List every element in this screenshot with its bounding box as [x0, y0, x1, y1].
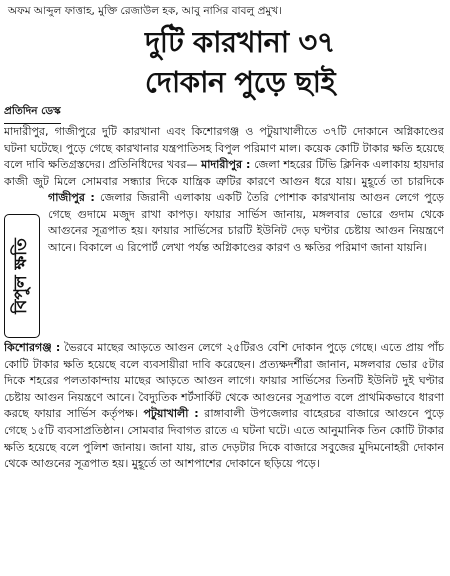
- article-intro: [4, 124, 444, 190]
- location-kishoreganj: কিশোরগঞ্জ :: [4, 341, 61, 354]
- gazipur-text: জেলার জিরানী এলাকায় একটি তৈরি পোশাক কারখানায় আগুন লেগে পুড়ে গেছে গুদামে মজুদ রাখা কাপড়। ফায়ার সার্ভিস জানায়, মঙ্গলবার ভোরে গুদাম থেকে আগুনের সূত্রপাত হয়। ফায়ার সার্ভিসের চারটি ইউনিট দেড় ঘণ্টার চেষ্টায় আগুন নিয়ন্ত্রণে আনে। বিকালে এ রিপোর্ট লেখা পর্যন্ত অগ্নিকাণ্ডের কারণ ও ক্ষতির পরিমাণ জানা যায়নি।: [48, 191, 444, 254]
- sidebar-label: বিপুল ক্ষতি: [11, 238, 31, 314]
- article-column-wrap: [48, 190, 444, 340]
- location-madaripur: মাদারীপুর :: [201, 158, 251, 172]
- patuakhali-text: রাঙ্গাবালী উপজেলার বাহেরচর বাজারে আগুনে পুড়ে গেছে ১৫টি ব্যবসাপ্রতিষ্ঠান। সোমবার দিবাগত রাতে এ ঘটনা ঘটে। এতে আনুমানিক তিন কোটি টাকার ক্ষতি হয়েছে বলে পুলিশ জানায়। জানা যায়, রাত দেড়টার দিকে বাজারে সবুজের মুদিমনোহরী দোকান থেকে আগুনের সূত্রপাত হয়। মুহূর্তে তা আশপাশের দোকানে ছড়িয়ে পড়ে।: [4, 407, 444, 471]
- location-gazipur: গাজীপুর :: [48, 191, 95, 204]
- byline: অফম আব্দুল ফাত্তাহ, মুক্তি রেজাউল হক, আবু নাসির বাবলু প্রমুখ।: [8, 5, 282, 17]
- intro-text: মাদারীপুর, গাজীপুরে দুটি কারখানা এবং কিশোরগঞ্জ ও পটুয়াখালীতে ৩৭টি দোকানে অগ্নিকাণ্ডের ঘটনা ঘটেছে। পুড়ে গেছে কারখানার যন্ত্রপাতিসহ বিপুল পরিমাণ মাল। কয়েক কোটি টাকার ক্ষতি হয়েছে বলে দাবি ক্ষতিগ্রস্তদের। প্রতিনিধিদের খবর—: [4, 125, 444, 172]
- headline-line-2: দোকান পুড়ে ছাই: [144, 65, 336, 99]
- madaripur-text: জেলা শহরের টিভি ক্লিনিক এলাকায় হায়দার কাজী জুট মিলে সোমবার সন্ধ্যার দিকে যান্ত্রিক ত্রুটির কারণে আগুন ধরে যায়। মুহূর্তে তা চারদিকে: [4, 158, 444, 188]
- desk-credit: প্রতিদিন ডেস্ক: [4, 104, 61, 124]
- headline-line-1: দুটি কারখানা ৩৭: [144, 25, 336, 59]
- headline: [40, 22, 440, 102]
- location-patuakhali: পটুয়াখালী :: [143, 407, 199, 421]
- article-bottom: [4, 340, 444, 572]
- kishoreganj-text: ভৈরবে মাছের আড়তে আগুন লেগে ২৫টিরও বেশি দোকান পুড়ে গেছে। এতে প্রায় পাঁচ কোটি টাকার ক্ষতি হয়েছে বলে ব্যবসায়ীরা দাবি করেছেন। প্রত্যক্ষদর্শীরা জানান, মঙ্গলবার ভোর ৫টার দিকে শহরের পলতাকান্দায় মাছের আড়তে আগুন লাগে। ফায়ার সার্ভিসের তিনটি ইউনিট দুই ঘণ্টার চেষ্টায় আগুন নিয়ন্ত্রণে আনে। বৈদ্যুতিক শর্টসার্কিট থেকে আগুনের সূত্রপাত বলে প্রাথমিকভাবে ধারণা করছে ফায়ার সার্ভিস কর্তৃপক্ষ।: [4, 341, 444, 421]
- sidebar-label-box: [4, 214, 40, 338]
